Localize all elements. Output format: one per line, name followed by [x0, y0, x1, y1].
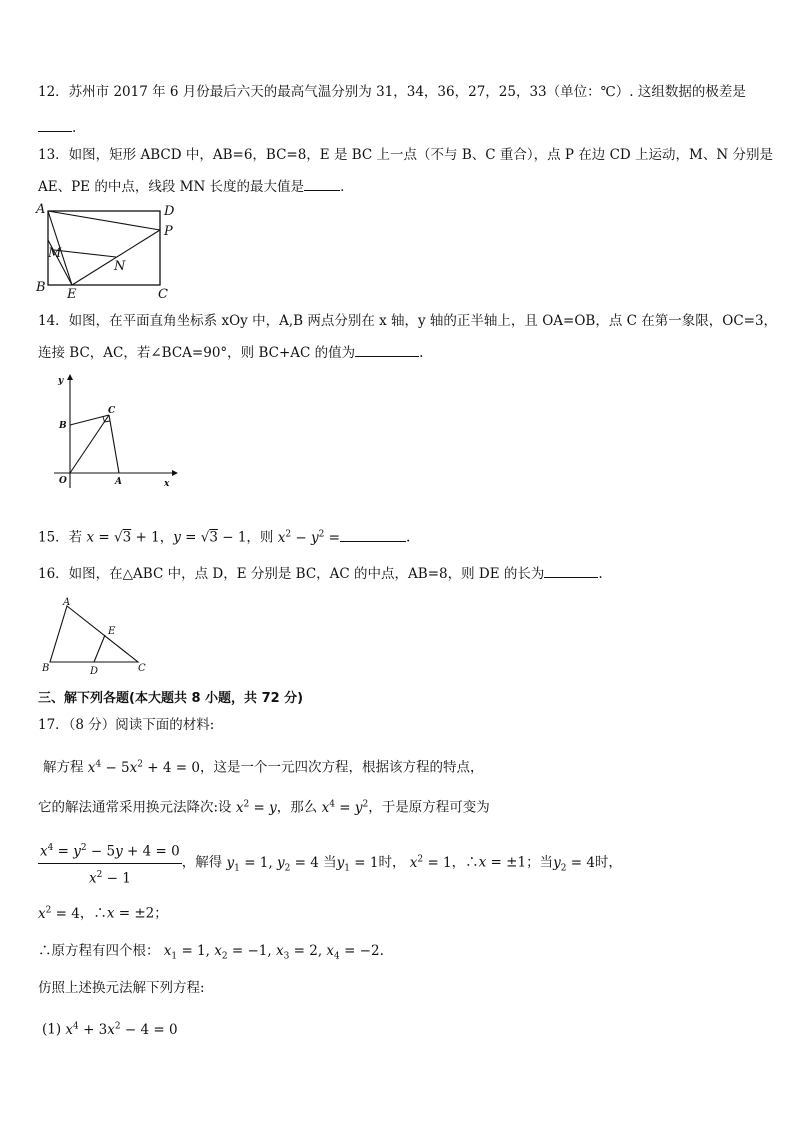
q17-fraction-expression: $\frac{x^4 = y^2 - 5y + 4 = 0}{x^2 - 1}$ [38, 838, 182, 888]
segment-ap [48, 211, 160, 230]
segment-ac [109, 415, 119, 473]
q12-answer-blank[interactable] [38, 117, 72, 132]
label-m: M [48, 246, 62, 261]
q12-line1: 12．苏州市 2017 年 6 月份最后六天的最高气温分别为 31，34，36，27，25，33（单位：℃）. 这组数据的极差是 [38, 84, 746, 100]
section-3-heading: 三、解下列各题(本大题共 8 小题，共 72 分) [38, 691, 304, 706]
q16-line: 16．如图，在△ABC 中，点 D，E 分别是 BC，AC 的中点，AB=8，则 DE 的长为 . [38, 563, 603, 583]
q17-case-x2-4: $x^2 = 4$ [38, 905, 80, 922]
q15-answer-blank[interactable] [340, 527, 406, 542]
q17-paragraph-2: 它的解法通常采用换元法降次:设 $x^2 = y$，那么 $x^4 = y^2$，于是原方程可变为 [38, 799, 490, 816]
label-d: D [164, 204, 175, 219]
q14-answer-blank[interactable] [355, 342, 419, 357]
q13-line1: 13．如图，矩形 ABCD 中，AB=6，BC=8，E 是 BC 上一点（不与 B、C 重合），点 P 在边 CD 上运动，M、N 分别是 [38, 147, 773, 163]
q17-four-roots: $x_1 = 1$, $x_2 = -1$, $x_3 = 2$, $x_4 = -2$ [163, 943, 380, 962]
label-b: B [59, 421, 67, 431]
label-b: B [42, 663, 50, 674]
q14-line1: 14．如图，在平面直角坐标系 xOy 中，A,B 两点分别在 x 轴，y 轴的正半轴上，且 OA=OB，点 C 在第一象限，OC=3， [38, 313, 778, 329]
label-y: y [58, 376, 64, 386]
q16-figure [38, 596, 158, 676]
label-b: B [36, 280, 46, 295]
label-a: A [115, 477, 122, 487]
q15-target-expr: $x^2 - y^2$ = [277, 529, 340, 546]
label-e: E [67, 287, 77, 302]
label-x: x [164, 479, 170, 489]
label-c: C [158, 287, 168, 302]
q15-x-expr: x = √3 + 1 [86, 529, 160, 546]
q17-subquestion-1: (1) $x^4 + 3x^2 - 4 = 0$ [42, 1021, 178, 1038]
q17-intro: 17．（8 分）阅读下面的材料: [38, 717, 215, 733]
segment-pe [72, 230, 160, 285]
q14-figure [54, 370, 184, 490]
label-n: N [114, 259, 126, 274]
q17-paragraph-6: 仿照上述换元法解下列方程: [38, 980, 205, 996]
label-e: E [108, 626, 116, 637]
triangle-abc [50, 606, 138, 662]
segment-de [94, 635, 105, 662]
q17-case-y2: $y_2 = 4$ [553, 854, 595, 874]
label-a: A [36, 202, 46, 217]
q17-paragraph-5: ∴原方程有四个根： $x_1 = 1$, $x_2 = -1$, $x_3 = 2$, $x_4 = -2$. [38, 943, 384, 962]
label-c: C [108, 406, 116, 416]
label-o: O [59, 476, 67, 486]
label-a: A [63, 597, 71, 608]
q15-y-expr: y = √3 − 1 [173, 529, 247, 546]
label-d: D [90, 666, 99, 677]
label-p: P [164, 224, 173, 239]
label-c: C [138, 663, 146, 674]
q17-x-pm1: x = ±1 [478, 854, 527, 871]
q14-line2: 连接 BC，AC，若∠BCA=90°，则 BC+AC 的值为 . [38, 342, 423, 362]
q17-paragraph-1: 解方程 $x^4 - 5x^2 + 4 = 0$，这是一个一元四次方程，根据该方程的特点， [43, 759, 484, 776]
q17-paragraph-3: $\frac{x^4 = y^2 - 5y + 4 = 0}{x^2 - 1}$ ，解得 $y_1 = 1$, $y_2 = 4$ 当$y_1 = 1$时， $x^2 = 1$，∴x = ±1；当$y_2 = 4$时， [38, 838, 622, 888]
q17-case-y1: $y_1 = 1$ [336, 854, 379, 874]
q17-equation-1: $x^4 + 3x^2 - 4 = 0$ [65, 1021, 178, 1038]
q17-substitution-squared: $x^4 = y^2$ [321, 799, 369, 816]
q13-figure [34, 200, 184, 300]
y-axis-arrow [67, 374, 73, 380]
rectangle-abcd [48, 211, 160, 285]
q17-equation-original: $x^4 - 5x^2 + 4 = 0$ [87, 759, 200, 776]
q17-paragraph-4: $x^2 = 4$，∴x = ±2； [38, 905, 168, 922]
x-axis-arrow [172, 470, 178, 476]
q16-answer-blank[interactable] [544, 563, 598, 578]
q12-line2: . [38, 117, 76, 137]
segment-mn [54, 250, 116, 257]
q17-case-x2-1: $x^2 = 1$ [409, 854, 452, 871]
q17-substitution: $x^2 = y$ [235, 799, 277, 816]
q13-line2: AE、PE 的中点，线段 MN 长度的最大值是 . [38, 176, 344, 196]
q15-line: 15．若 x = √3 + 1，y = √3 − 1，则 $x^2 - y^2$ = . [38, 525, 410, 547]
q17-x-pm2: x = ±2 [106, 905, 155, 922]
q17-roots-y: $y_1 = 1$, $y_2 = 4$ [226, 854, 319, 874]
q13-answer-blank[interactable] [304, 176, 340, 191]
